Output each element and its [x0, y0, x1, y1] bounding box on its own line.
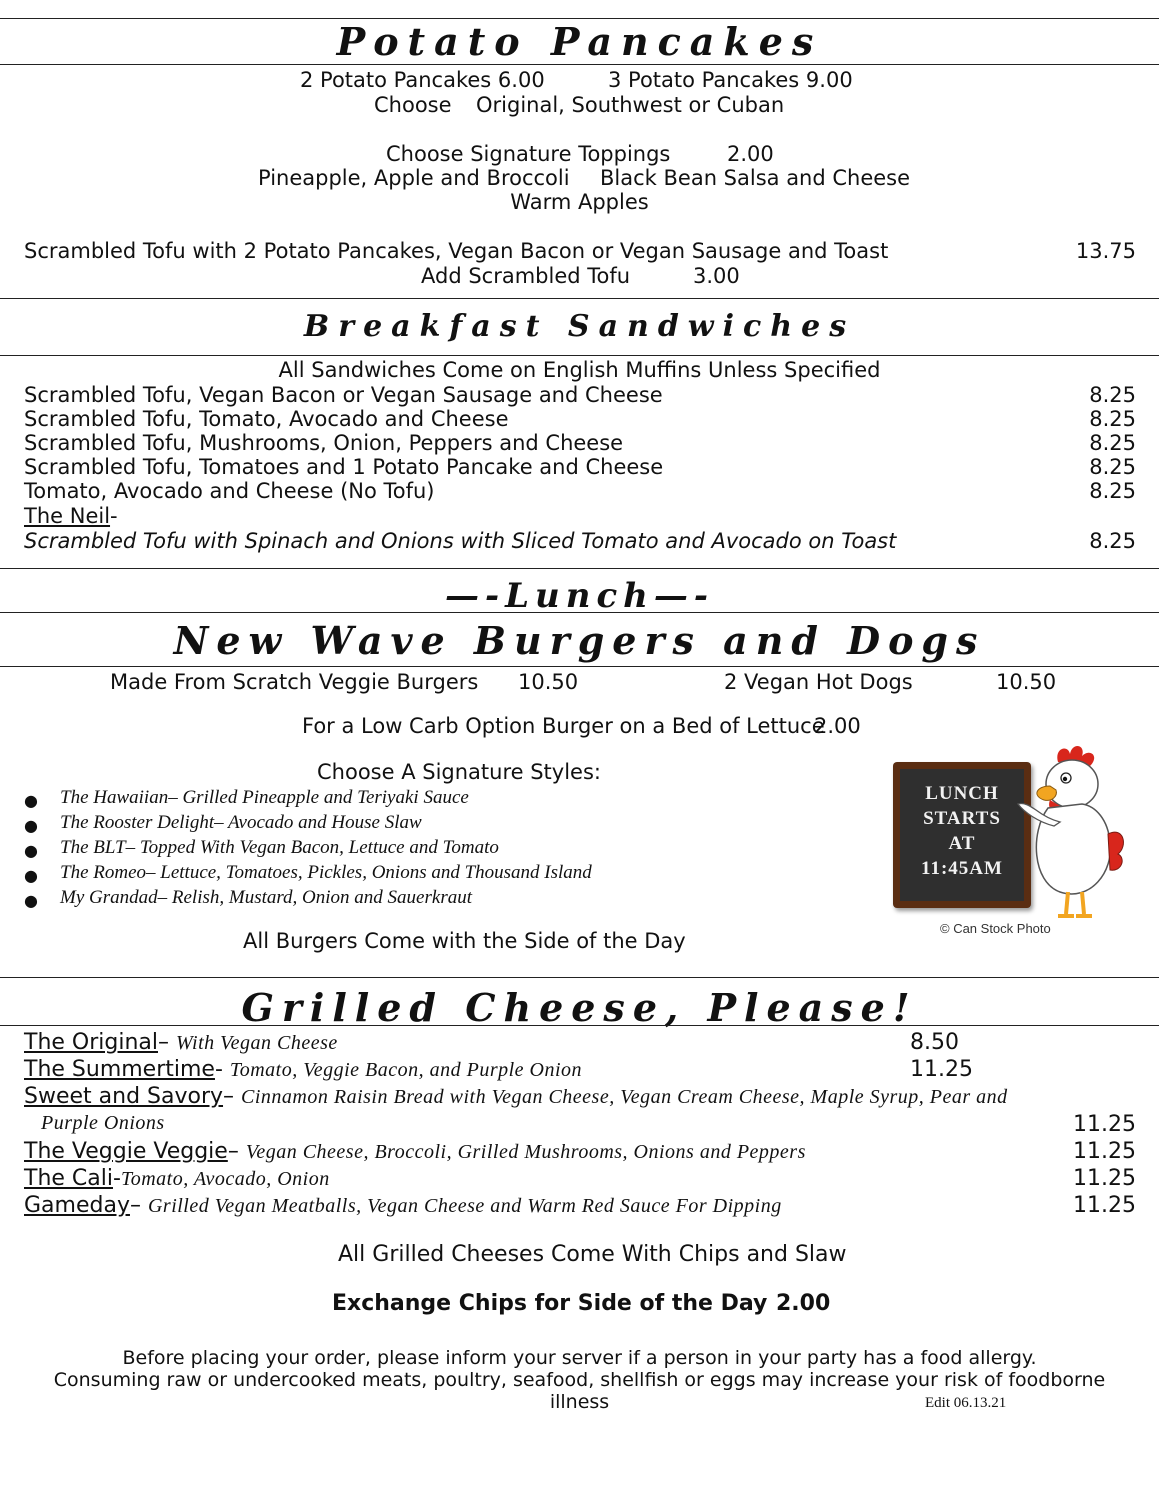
item-description: Tomato, Avocado, Onion: [120, 1168, 330, 1190]
signature-style-item: My Grandad– Relish, Mustard, Onion and Sauerkraut: [60, 887, 472, 908]
signature-style-item: The BLT– Topped With Vegan Bacon, Lettuce and Tomato: [60, 837, 499, 858]
item-description: Cinnamon Raisin Bread with Vegan Cheese, Vegan Cream Cheese, Maple Syrup, Pear and: [241, 1086, 1008, 1108]
exchange-label: Exchange Chips for Side of the Day: [332, 1291, 768, 1316]
divider: [0, 666, 1159, 667]
menu-item-row: [24, 1139, 1136, 1165]
section-title-lunch: —-Lunch—-: [445, 576, 714, 616]
bullet: ●: [24, 841, 38, 860]
bullet: ●: [24, 791, 38, 810]
item-price: 8.25: [1089, 431, 1136, 455]
item-price: 11.25: [1073, 1139, 1136, 1164]
sandwich-note: All Sandwiches Come on English Muffins Unless Specified: [278, 358, 881, 382]
divider: [0, 64, 1159, 65]
allergy-notice: illness: [549, 1391, 610, 1413]
menu-item-row: [24, 239, 1136, 263]
divider: [0, 612, 1159, 613]
item-name-the-neil: [24, 504, 118, 528]
menu-item-row: [24, 407, 1136, 431]
item-description: Scrambled Tofu, Mushrooms, Onion, Peppers and Cheese: [24, 431, 624, 455]
divider: [0, 1025, 1159, 1026]
item-description: Scrambled Tofu, Tomatoes and 1 Potato Pancake and Cheese: [24, 455, 664, 479]
add-tofu-label: Add Scrambled Tofu: [421, 264, 631, 288]
item-separator: -: [110, 504, 118, 528]
menu-item-row: [24, 455, 1136, 479]
item-description: Purple Onions: [41, 1112, 165, 1134]
item-description: Scrambled Tofu, Tomato, Avocado and Cheese: [24, 407, 509, 431]
menu-item-row: [24, 529, 1136, 553]
menu-item-row: [24, 383, 1136, 407]
item-name: The Veggie Veggie: [24, 1139, 228, 1164]
item-price: 8.25: [1089, 455, 1136, 479]
hot-dogs-price: 10.50: [996, 670, 1057, 694]
potato-pancake-2-price: 2 Potato Pancakes 6.00: [300, 68, 545, 92]
section-title-potato-pancakes: Potato Pancakes: [336, 19, 823, 64]
item-price: 8.50: [910, 1030, 959, 1055]
menu-item-row: [24, 431, 1136, 455]
bullet: ●: [24, 866, 38, 885]
item-description: Scrambled Tofu with 2 Potato Pancakes, Vegan Bacon or Vegan Sausage and Toast: [24, 239, 889, 263]
sign-line: STARTS: [923, 808, 1001, 829]
item-description: Tomato, Veggie Bacon, and Purple Onion: [229, 1059, 583, 1081]
signature-style-item: The Romeo– Lettuce, Tomatoes, Pickles, Onions and Thousand Island: [60, 862, 592, 883]
item-price: 8.25: [1089, 383, 1136, 407]
item-separator: –: [158, 1030, 176, 1055]
choose-options: Original, Southwest or Cuban: [476, 93, 785, 117]
item-name: The Summertime: [24, 1057, 215, 1082]
item-separator: –: [129, 1193, 148, 1218]
sign-line: AT: [948, 833, 976, 854]
menu-item-row: [24, 1084, 1136, 1110]
section-title-burgers-and-dogs: New Wave Burgers and Dogs: [173, 618, 986, 663]
item-price: 8.25: [1089, 407, 1136, 431]
divider: [0, 355, 1159, 356]
item-description: With Vegan Cheese: [176, 1032, 338, 1054]
chips-note: All Grilled Cheeses Come With Chips and Slaw: [338, 1242, 847, 1267]
burger-side-note: All Burgers Come with the Side of the Day: [243, 929, 686, 953]
signature-style-item: The Rooster Delight– Avocado and House Slaw: [60, 812, 422, 833]
item-description: Grilled Vegan Meatballs, Vegan Cheese and Warm Red Sauce For Dipping: [147, 1195, 782, 1217]
topping-option: Black Bean Salsa and Cheese: [600, 166, 911, 190]
toppings-price: 2.00: [727, 142, 774, 166]
menu-item-row: [24, 1030, 1136, 1056]
exchange-price: 2.00: [776, 1291, 831, 1316]
item-description: Tomato, Avocado and Cheese (No Tofu): [24, 479, 435, 503]
section-title-grilled-cheese: Grilled Cheese, Please!: [241, 985, 918, 1030]
bullet: ●: [24, 816, 38, 835]
add-tofu-price: 3.00: [693, 264, 740, 288]
toppings-label: Choose Signature Toppings: [386, 142, 671, 166]
item-price: 11.25: [1073, 1166, 1136, 1191]
item-description: Scrambled Tofu, Vegan Bacon or Vegan Sausage and Cheese: [24, 383, 663, 407]
allergy-notice: Before placing your order, please inform your server if a person in your party has a food allergy.: [122, 1347, 1037, 1369]
item-separator: -: [214, 1057, 230, 1082]
divider: [0, 298, 1159, 299]
bullet: ●: [24, 891, 38, 910]
item-name: The Neil: [24, 504, 111, 528]
topping-option: Pineapple, Apple and Broccoli: [258, 166, 570, 190]
item-separator: –: [227, 1139, 246, 1164]
sign-line: 11:45AM: [921, 858, 1003, 879]
item-name: Sweet and Savory: [24, 1084, 224, 1109]
item-price: 8.25: [1089, 479, 1136, 503]
item-name: Gameday: [24, 1193, 130, 1218]
burger-label: Made From Scratch Veggie Burgers: [110, 670, 479, 694]
item-price: 11.25: [1073, 1112, 1136, 1137]
divider: [0, 568, 1159, 569]
menu-item-row: [24, 479, 1136, 503]
styles-heading: Choose A Signature Styles:: [317, 760, 601, 784]
item-price: 8.25: [1089, 529, 1136, 553]
photo-credit: © Can Stock Photo: [940, 921, 1051, 936]
low-carb-price: 2.00: [814, 714, 861, 738]
item-separator: -: [112, 1166, 121, 1191]
allergy-notice: Consuming raw or undercooked meats, poultry, seafood, shellfish or eggs may increase your risk of foodborne: [53, 1369, 1106, 1391]
hot-dogs-label: 2 Vegan Hot Dogs: [724, 670, 913, 694]
potato-pancake-3-price: 3 Potato Pancakes 9.00: [608, 68, 853, 92]
rooster-illustration: [1010, 742, 1130, 922]
sign-line: LUNCH: [925, 783, 999, 804]
item-description: Scrambled Tofu with Spinach and Onions with Sliced Tomato and Avocado on Toast: [24, 529, 897, 553]
item-price: 11.25: [1073, 1193, 1136, 1218]
item-price: 13.75: [1075, 239, 1136, 263]
topping-option: Warm Apples: [510, 190, 649, 214]
burger-price: 10.50: [518, 670, 579, 694]
item-description: Vegan Cheese, Broccoli, Grilled Mushrooms, Onions and Peppers: [245, 1141, 806, 1163]
item-separator: –: [223, 1084, 242, 1109]
menu-item-row: [24, 1112, 1136, 1138]
signature-style-item: The Hawaiian– Grilled Pineapple and Teriyaki Sauce: [60, 787, 469, 808]
low-carb-label: For a Low Carb Option Burger on a Bed of Lettuce: [302, 714, 825, 738]
divider: [0, 977, 1159, 978]
menu-item-row: [24, 1057, 1136, 1083]
item-name: The Original: [24, 1030, 158, 1055]
section-title-breakfast-sandwiches: Breakfast Sandwiches: [303, 309, 856, 344]
menu-item-row: [24, 1166, 1136, 1192]
item-price: 11.25: [910, 1057, 973, 1082]
choose-label: Choose: [374, 93, 452, 117]
edit-date: Edit 06.13.21: [925, 1395, 1007, 1411]
item-name: The Cali: [24, 1166, 113, 1191]
menu-item-row: [24, 1193, 1136, 1219]
